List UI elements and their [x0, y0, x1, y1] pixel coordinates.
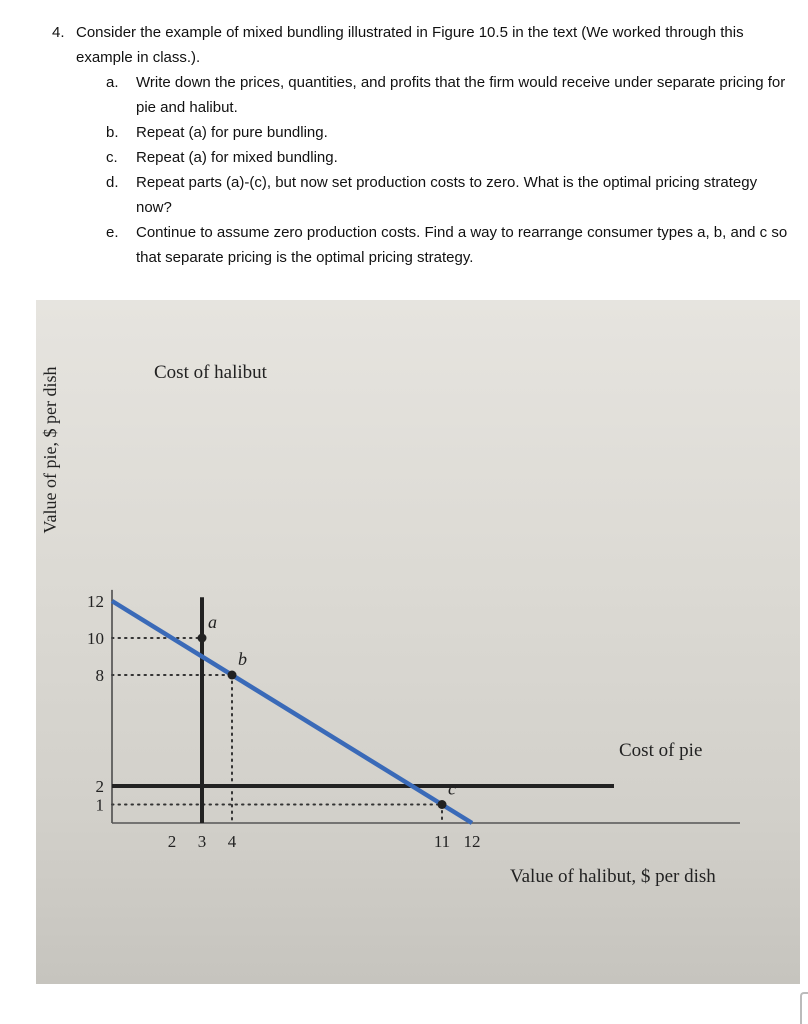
question-part-d — [52, 170, 792, 220]
consumer-label-c: c — [448, 778, 456, 799]
consumer-label-b: b — [238, 649, 247, 669]
figure-lines — [112, 590, 740, 823]
consumer-point-b — [228, 671, 237, 680]
consumer-point-c — [438, 800, 447, 809]
part-text: Repeat (a) for mixed bundling. — [136, 149, 338, 166]
y-tick-label: 8 — [95, 666, 104, 685]
part-text: Repeat parts (a)-(c), but now set production costs to zero. What is the optimal pricing strategy now? — [136, 174, 758, 216]
part-text: Continue to assume zero production costs. Find a way to rearrange consumer types a, b, and c so that separate pricing is the optimal pricing strategy. — [136, 224, 788, 266]
bundling-figure — [36, 300, 800, 984]
y-axis-label: Value of pie, $ per dish — [40, 366, 60, 534]
part-text: Write down the prices, quantities, and profits that the firm would receive under separate pricing for pie and halibut. — [136, 74, 786, 116]
part-letter: c. — [106, 149, 118, 166]
question-parts — [52, 70, 792, 270]
page-corner — [800, 992, 808, 1024]
question-part-b — [52, 120, 792, 145]
y-tick-label: 2 — [95, 777, 104, 796]
consumer-point-a — [198, 634, 207, 643]
question-part-e — [52, 220, 792, 270]
y-tick-label: 1 — [95, 795, 104, 815]
part-letter: b. — [106, 124, 119, 141]
cost-halibut-label: Cost of halibut — [154, 362, 267, 383]
x-tick-label: 2 — [167, 832, 177, 851]
part-letter: e. — [106, 224, 119, 241]
cost-pie-label: Cost of pie — [619, 740, 703, 761]
y-tick-label: 12 — [87, 592, 104, 611]
y-tick-label: 10 — [87, 629, 104, 648]
bundle-price-line — [112, 601, 472, 823]
consumer-points — [198, 612, 457, 809]
part-letter: d. — [106, 174, 119, 191]
part-letter: a. — [106, 74, 119, 91]
x-axis-label: Value of halibut, $ per dish — [510, 866, 716, 887]
x-tick-label: 11 — [433, 832, 451, 851]
dotted-guides — [112, 638, 442, 823]
x-tick-label: 3 — [197, 832, 207, 851]
question-part-c — [52, 145, 792, 170]
part-text: Repeat (a) for pure bundling. — [136, 124, 328, 141]
question-stem: Consider the example of mixed bundling illustrated in Figure 10.5 in the text (We worked through this example in class.). — [76, 24, 744, 66]
tick-labels — [87, 592, 481, 851]
question-number: 4. — [52, 24, 65, 41]
question-block — [52, 20, 792, 270]
figure-photo — [36, 300, 800, 984]
question-part-a — [52, 70, 792, 120]
consumer-label-a: a — [208, 612, 217, 632]
x-tick-label: 4 — [227, 832, 237, 851]
x-tick-label: 12 — [463, 832, 481, 851]
